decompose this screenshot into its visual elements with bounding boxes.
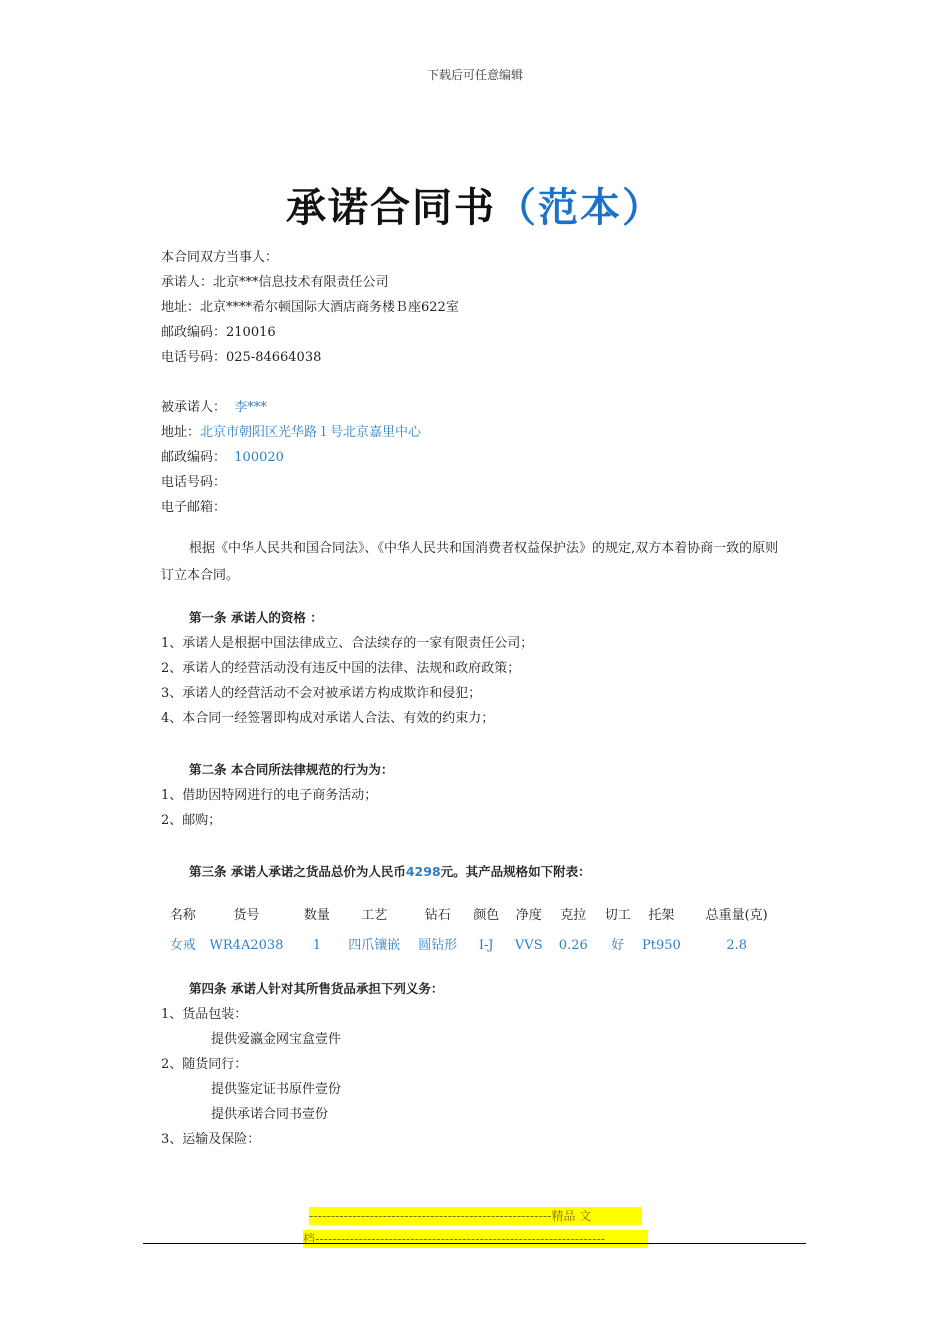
promisor-postcode: 邮政编码：210016: [161, 325, 276, 340]
table-cell: 2.8: [726, 937, 748, 953]
table-cell: 好: [611, 937, 625, 953]
header-note: 下载后可任意编辑: [426, 68, 523, 82]
table-header-cell: 净度: [515, 907, 542, 923]
footer-banner-line2: 档-------------------------------------------------------------------: [303, 1230, 648, 1248]
title-main: 承诺合同书: [286, 185, 496, 231]
list-item: 4、本合同一经签署即构成对承诺人合法、有效的约束力；: [161, 711, 495, 726]
list-item: 1、借助因特网进行的电子商务活动；: [161, 788, 378, 803]
table-header-cell: 托架: [648, 907, 675, 923]
promisor-phone: 电话号码：025-84664038: [161, 350, 322, 365]
list-item: 1、货品包装：: [161, 1007, 248, 1022]
table-cell: 1: [312, 937, 321, 953]
table-header-cell: 颜色: [473, 907, 500, 923]
footer-banner-line1: --------------------------------------------------------精品 文: [309, 1207, 642, 1225]
table-cell: 女戒: [169, 937, 196, 953]
list-subitem: 提供爱瀛金网宝盒壹件: [211, 1032, 342, 1047]
table-header-cell: 名称: [169, 907, 196, 923]
document-body: [161, 245, 791, 1152]
promisee-phone: 电话号码：: [161, 475, 227, 490]
list-item: 1、承诺人是根据中国法律成立、合法续存的一家有限责任公司；: [161, 636, 534, 651]
promisee-address: [161, 420, 791, 445]
promisee-postcode: [161, 445, 791, 470]
article1-list: [161, 631, 791, 731]
article3-title: [161, 858, 791, 885]
table-header-cell: 克拉: [560, 907, 587, 923]
table-header-cell: 钻石: [424, 907, 451, 923]
table-header-cell: 工艺: [361, 907, 388, 923]
table-cell: 0.26: [558, 937, 588, 953]
promisee-postcode-value: 100020: [234, 450, 284, 465]
parties-intro: 本合同双方当事人：: [161, 250, 279, 265]
promisee-name: [161, 395, 791, 420]
list-item: 3、承诺人的经营活动不会对被承诺方构成欺诈和侵犯；: [161, 686, 482, 701]
promisee-email: 电子邮箱：: [161, 500, 227, 515]
table-cell: WR4A2038: [209, 937, 284, 953]
article3-title-prefix: 第三条 承诺人承诺之货品总价为人民币: [189, 864, 406, 879]
footer-watermark-banner: [303, 1207, 648, 1253]
table-row: [167, 930, 791, 960]
list-item: 3、运输及保险：: [161, 1132, 261, 1147]
table-header-cell: 货号: [233, 907, 260, 923]
article4-title: 第四条 承诺人针对其所售货品承担下列义务：: [189, 981, 444, 996]
preamble-paragraph: 根据《中华人民共和国合同法》、《中华人民共和国消费者权益保护法》的规定,双方本着协商一致的原则订立本合同。: [161, 541, 779, 583]
article3-title-suffix: 元。其产品规格如下附表：: [440, 864, 591, 879]
list-subitem: 提供承诺合同书壹份: [211, 1107, 329, 1122]
article2-title: 第二条 本合同所法律规范的行为为：: [189, 762, 394, 777]
article2-list: [161, 783, 791, 833]
promisee-name-label: 被承诺人：: [161, 400, 227, 415]
list-item: 2、邮购；: [161, 813, 222, 828]
list-item: 2、随货同行：: [161, 1057, 248, 1072]
table-header-row: [167, 900, 791, 930]
table-header-cell: 数量: [303, 907, 330, 923]
table-header-cell: 切工: [604, 907, 631, 923]
promisor-address: 地址：北京****希尔顿国际大酒店商务楼Ｂ座622室: [161, 300, 459, 315]
article1-title: 第一条 承诺人的资格 ：: [189, 610, 323, 625]
promisee-address-label: 地址：: [161, 425, 201, 440]
table-cell: I-J: [478, 937, 494, 953]
document-title: [0, 176, 950, 233]
footer-divider: [143, 1243, 806, 1244]
promisee-address-value: 北京市朝阳区光华路１号北京嘉里中心: [200, 425, 422, 440]
list-item: 2、承诺人的经营活动没有违反中国的法律、法规和政府政策；: [161, 661, 521, 676]
promisor-name: 承诺人：北京***信息技术有限责任公司: [161, 275, 389, 290]
table-cell: 圆钻形: [418, 937, 458, 953]
table-cell: Pt950: [642, 937, 681, 953]
article4-list: [161, 1002, 791, 1152]
list-subitem: 提供鉴定证书原件壹份: [211, 1082, 342, 1097]
table-cell: 四爪镶嵌: [348, 937, 401, 953]
table-header-cell: 总重量(克): [705, 907, 768, 923]
product-spec-table: [167, 900, 791, 960]
article3-amount: 4298: [405, 864, 441, 879]
promisee-postcode-label: 邮政编码：: [161, 450, 227, 465]
title-sub: （范本）: [496, 185, 664, 231]
table-cell: VVS: [514, 937, 543, 953]
promisee-name-value: 李***: [234, 400, 267, 415]
